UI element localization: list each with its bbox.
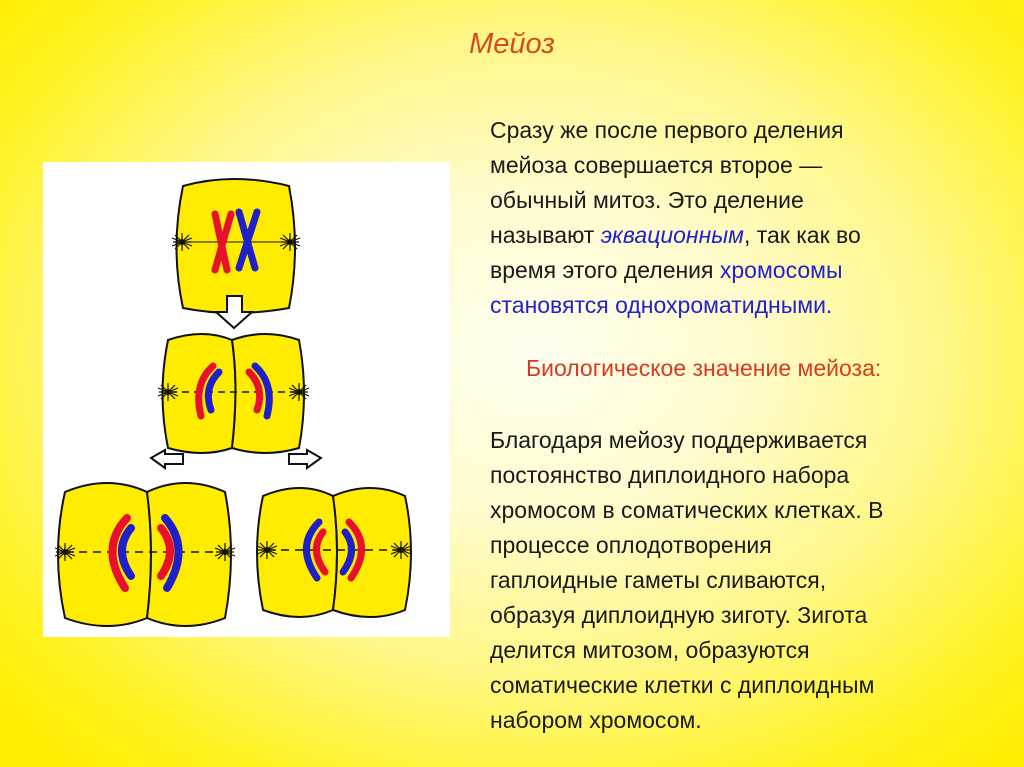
- meiosis-diagram-svg: [43, 162, 450, 637]
- cell-telophase-left: [55, 483, 235, 626]
- intro-line-2: мейоза совершается второе —: [490, 152, 823, 178]
- intro-line-4: [490, 218, 990, 253]
- significance-line-7: делится митозом, образуются: [490, 637, 810, 663]
- intro-line-1: Сразу же после первого деления: [490, 117, 844, 143]
- meiosis-diagram: [43, 162, 450, 637]
- significance-line-5: гаплоидные гаметы сливаются,: [490, 567, 827, 593]
- intro-line-6: становятся однохроматидными.: [490, 292, 833, 318]
- intro-line-5-start: время этого деления: [490, 257, 720, 283]
- arrow-right-icon: [289, 450, 321, 468]
- term-equational: эквационным: [600, 222, 744, 248]
- slide-title: Мейоз: [469, 28, 555, 60]
- significance-line-3: хромосом в соматических клетках. В: [490, 497, 884, 523]
- intro-line-5: [490, 253, 990, 288]
- significance-line-2: постоянство диплоидного набора: [490, 462, 850, 488]
- significance-line-1: Благодаря мейозу поддерживается: [490, 427, 868, 453]
- significance-line-9: набором хромосом.: [490, 707, 702, 733]
- intro-paragraph: [490, 113, 990, 323]
- significance-line-6: образуя диплоидную зиготу. Зигота: [490, 602, 868, 628]
- biological-significance-heading: Биологическое значение мейоза:: [526, 355, 882, 381]
- cell-metaphase: [172, 179, 300, 313]
- intro-line-4-start: называют: [490, 222, 601, 248]
- intro-line-3: обычный митоз. Это деление: [490, 187, 804, 213]
- cell-telophase-right: [257, 488, 411, 617]
- significance-paragraph: [490, 423, 1000, 738]
- significance-line-4: процессе оплодотворения: [490, 532, 772, 558]
- cell-anaphase: [158, 334, 309, 453]
- intro-line-4-end: , так как во: [743, 222, 861, 248]
- term-chromosomes: хромосомы: [719, 257, 843, 283]
- significance-line-8: соматические клетки с диплоидным: [490, 672, 875, 698]
- arrow-left-icon: [151, 450, 183, 468]
